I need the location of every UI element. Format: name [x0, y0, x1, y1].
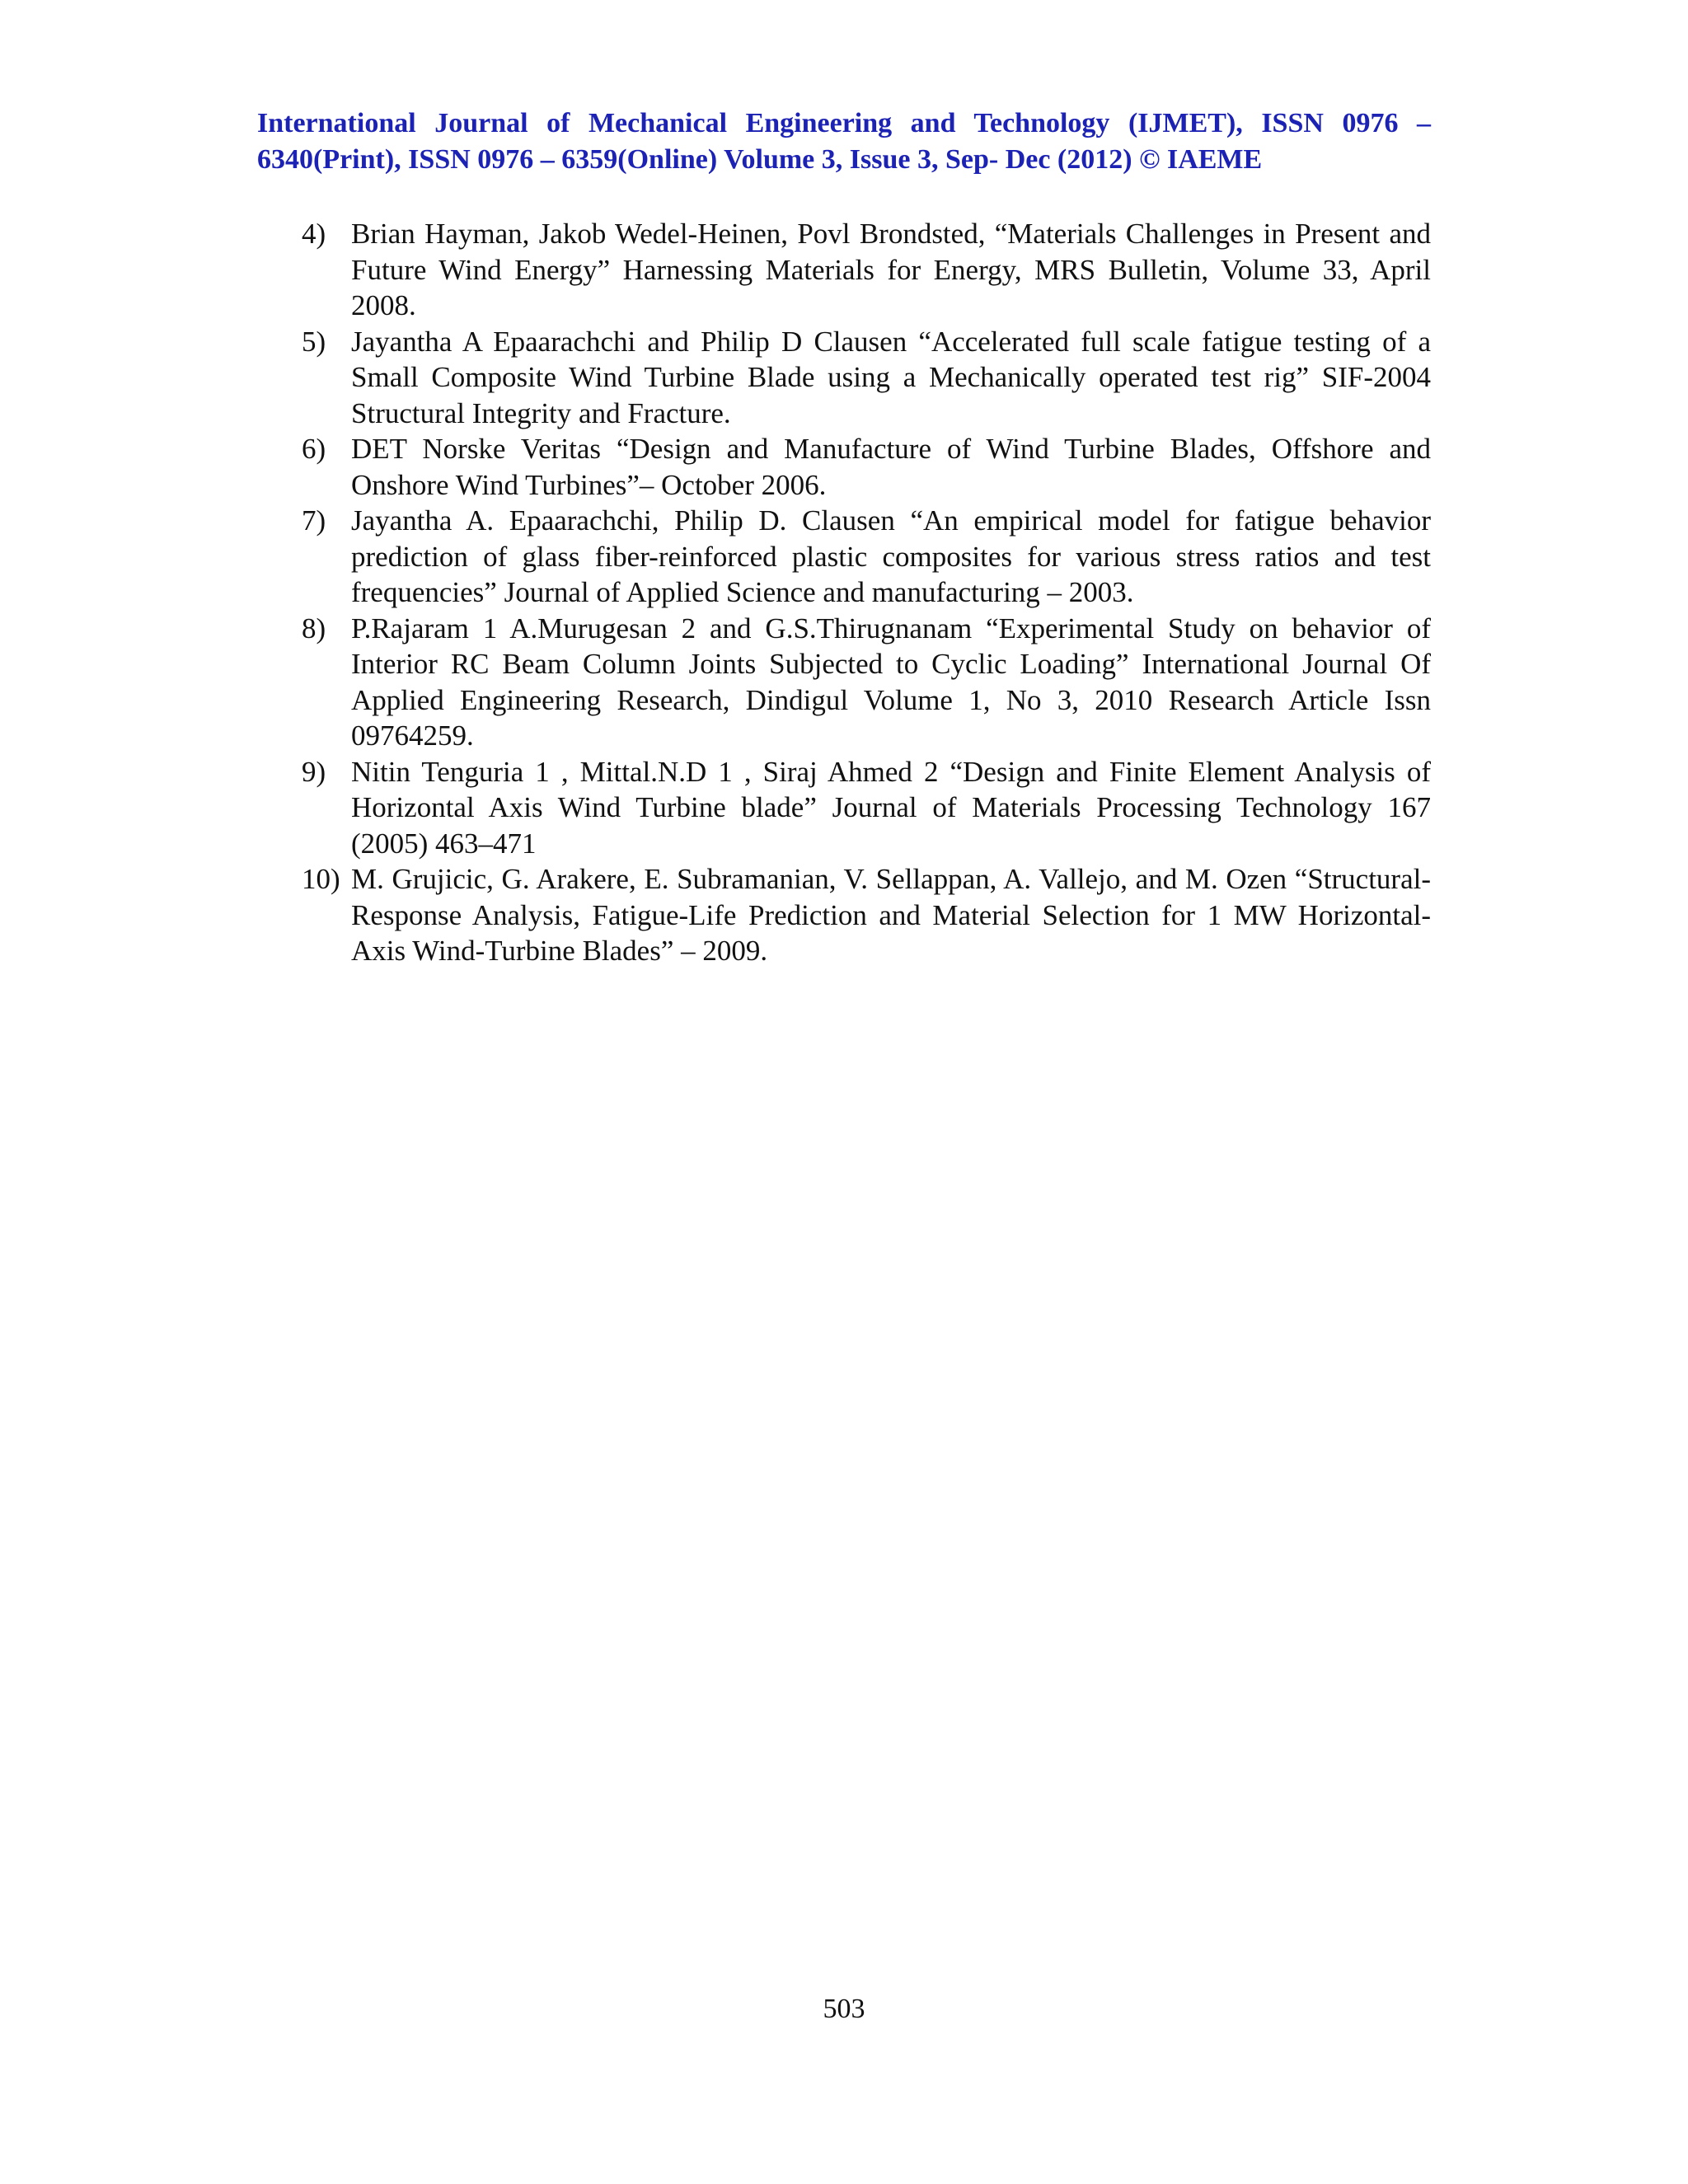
reference-number: 8) — [302, 612, 326, 644]
reference-text: Jayantha A. Epaarachchi, Philip D. Clausen “An empirical model for fatigue behavior prediction of glass fiber-reinforced plastic composites for various stress ratios and test frequencies” Journal of Applied Science and manufacturing – 2003. — [351, 504, 1431, 608]
reference-item — [302, 216, 1431, 324]
reference-text: Brian Hayman, Jakob Wedel-Heinen, Povl Brondsted, “Materials Challenges in Present and Future Wind Energy” Harnessing Materials for Energy, MRS Bulletin, Volume 33, April 2008. — [351, 218, 1431, 321]
reference-number: 10) — [302, 863, 340, 895]
reference-number: 9) — [302, 755, 326, 788]
reference-item — [302, 324, 1431, 432]
reference-text: P.Rajaram 1 A.Murugesan 2 and G.S.Thirugnanam “Experimental Study on behavior of Interior RC Beam Column Joints Subjected to Cyclic Loading” International Journal Of Applied Engineering Research, Dindigul Volume 1, No 3, 2010 Research Article Issn 09764259. — [351, 612, 1431, 752]
page-number: 503 — [823, 1994, 865, 2024]
journal-running-header: International Journal of Mechanical Engineering and Technology (IJMET), ISSN 0976 – 6340(Print), ISSN 0976 – 6359(Online) Volume 3, Issue 3, Sep- Dec (2012) © IAEME — [257, 108, 1431, 175]
reference-text: M. Grujicic, G. Arakere, E. Subramanian, V. Sellappan, A. Vallejo, and M. Ozen “Structural-Response Analysis, Fatigue-Life Prediction and Material Selection for 1 MW Horizontal-Axis Wind-Turbine Blades” – 2009. — [351, 863, 1431, 967]
reference-item — [302, 431, 1431, 503]
reference-item — [302, 754, 1431, 862]
reference-number: 5) — [302, 325, 326, 358]
reference-number: 7) — [302, 504, 326, 537]
reference-list — [302, 216, 1431, 969]
reference-item — [302, 861, 1431, 969]
reference-number: 4) — [302, 218, 326, 250]
reference-number: 6) — [302, 433, 326, 465]
reference-item — [302, 503, 1431, 611]
reference-text: Jayantha A Epaarachchi and Philip D Clausen “Accelerated full scale fatigue testing of a Small Composite Wind Turbine Blade using a Mechanically operated test rig” SIF-2004 Structural Integrity and Fracture. — [351, 325, 1431, 429]
reference-text: Nitin Tenguria 1 , Mittal.N.D 1 , Siraj Ahmed 2 “Design and Finite Element Analysis of Horizontal Axis Wind Turbine blade” Journal of Materials Processing Technology 167 (2005) 463–471 — [351, 755, 1431, 860]
reference-text: DET Norske Veritas “Design and Manufacture of Wind Turbine Blades, Offshore and Onshore Wind Turbines”– October 2006. — [351, 433, 1431, 501]
reference-item — [302, 611, 1431, 754]
